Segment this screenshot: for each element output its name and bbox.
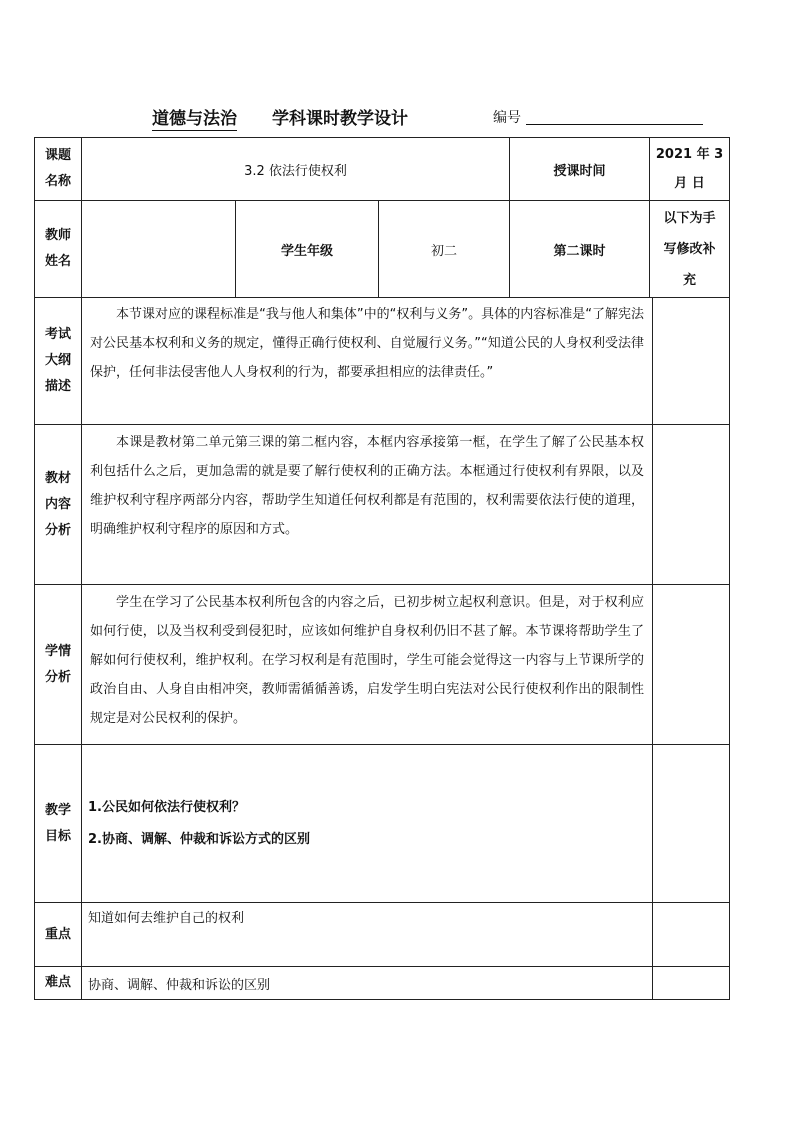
key-point-text: 知道如何去维护自己的权利	[82, 903, 653, 967]
topic-value: 3.2 依法行使权利	[82, 138, 510, 201]
textbook-notes	[653, 425, 730, 585]
grade-label: 学生年级	[236, 201, 379, 298]
number-field-line	[526, 124, 703, 125]
teacher-label: 教师 姓名	[35, 201, 82, 298]
syllabus-notes	[653, 298, 730, 425]
row-teacher	[35, 201, 730, 298]
students-text: 学生在学习了公民基本权利所包含的内容之后，已初步树立起权利意识。但是，对于权利应如何行使，以及当权利受到侵犯时，应该如何维护自身权利仍旧不甚了解。本节课将帮助学生了解如何行使权利，维护权利。在学习权利是有范围时，学生可能会觉得这一内容与上节课所学的政治自由、人身自由相冲突，教师需循循善诱，启发学生明白宪法对公民行使权利作出的限制性规定是对公民权利的保护。	[82, 585, 653, 745]
syllabus-label: 考试 大纲 描述	[35, 298, 82, 425]
goal-item-2: 2.协商、调解、仲裁和诉讼方式的区别	[88, 831, 310, 847]
textbook-label: 教材 内容 分析	[35, 425, 82, 585]
subject-title: 道德与法治	[152, 104, 237, 131]
class-time-label: 授课时间	[510, 138, 650, 201]
lesson-plan-table	[34, 137, 730, 1000]
syllabus-text: 本节课对应的课程标准是“我与他人和集体”中的“权利与义务”。具体的内容标准是“了解宪法对公民基本权利和义务的规定，懂得正确行使权利、自觉履行义务。”“知道公民的人身权利受法律保护，任何非法侵害他人人身权利的行为，都要承担相应的法律责任。”	[82, 298, 653, 425]
topic-label: 课题 名称	[35, 138, 82, 201]
textbook-text: 本课是教材第二单元第三课的第二框内容，本框内容承接第一框，在学生了解了公民基本权利包括什么之后，更加急需的就是要了解行使权利的正确方法。本框通过行使权利有界限，以及维护权利守程序两部分内容，帮助学生知道任何权利都是有范围的，权利需要依法行使的道理，明确维护权利守程序的原因和方式。	[82, 425, 653, 585]
row-difficulty	[35, 967, 730, 1000]
row-syllabus	[35, 298, 730, 425]
row-key-point	[35, 903, 730, 967]
period-value: 第二课时	[510, 201, 650, 298]
goals-label: 教学 目标	[35, 745, 82, 903]
page-header	[0, 104, 794, 130]
row-goals	[35, 745, 730, 903]
students-notes	[653, 585, 730, 745]
design-title: 学科课时教学设计	[272, 109, 408, 129]
row-textbook	[35, 425, 730, 585]
key-point-notes	[653, 903, 730, 967]
teacher-name-value	[82, 201, 236, 298]
number-label: 编号	[493, 110, 521, 126]
difficulty-label: 难点	[35, 967, 82, 1000]
goals-notes	[653, 745, 730, 903]
difficulty-text: 协商、调解、仲裁和诉讼的区别	[82, 967, 653, 1000]
key-point-label: 重点	[35, 903, 82, 967]
class-date: 2021 年 3 月 日	[650, 138, 730, 201]
grade-value: 初二	[379, 201, 510, 298]
goal-item-1: 1.公民如何依法行使权利？	[88, 799, 245, 815]
row-students	[35, 585, 730, 745]
goals-text	[82, 745, 653, 903]
difficulty-notes	[653, 967, 730, 1000]
students-label: 学情 分析	[35, 585, 82, 745]
row-topic	[35, 138, 730, 201]
handwritten-note-header: 以下为手 写修改补 充	[650, 201, 730, 298]
